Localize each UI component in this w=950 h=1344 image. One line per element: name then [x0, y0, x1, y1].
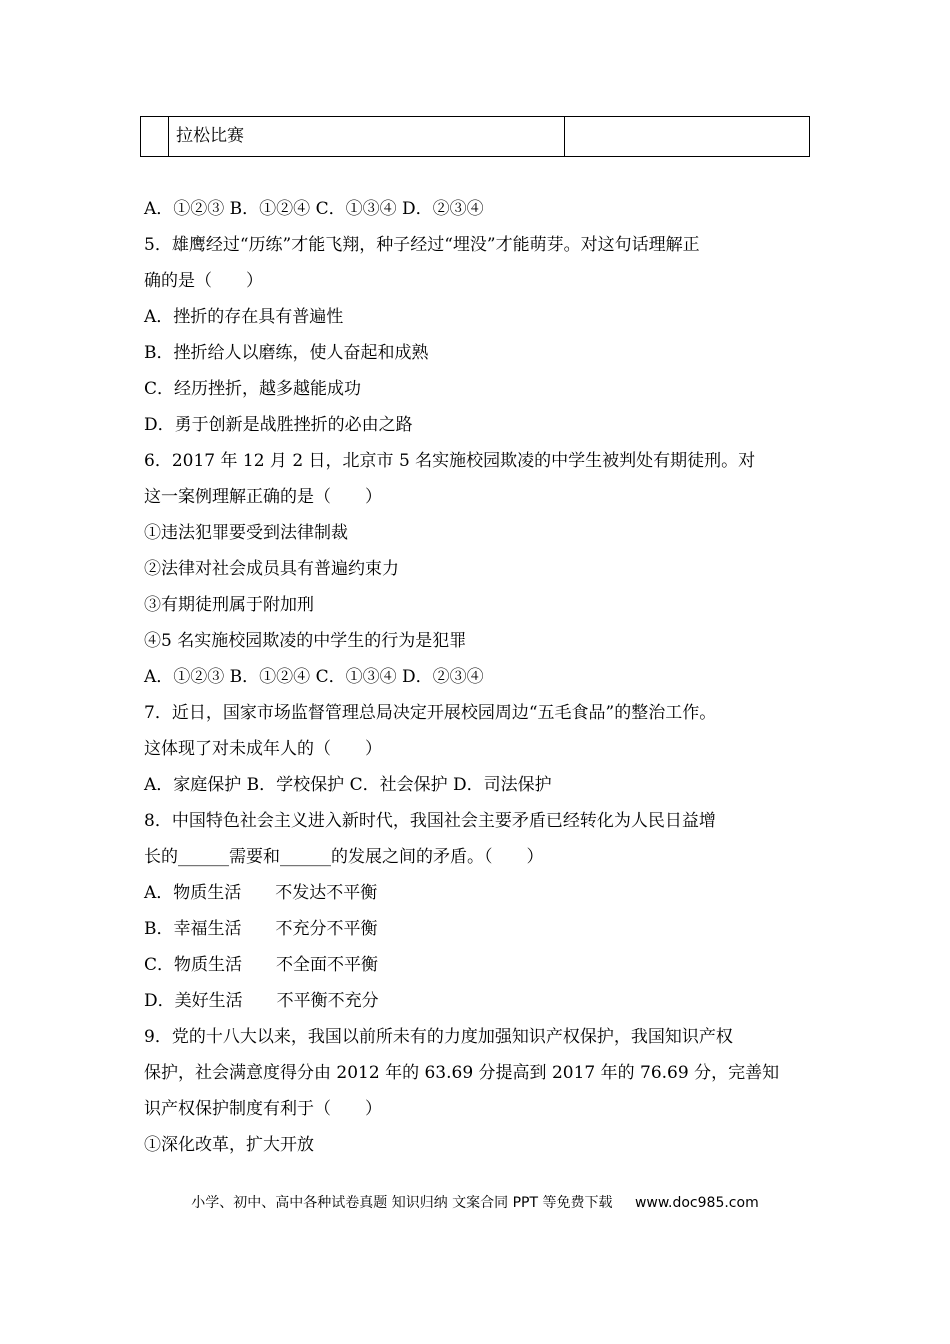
answer-option: D．勇于创新是战胜挫折的必由之路: [144, 415, 413, 435]
question-stem: 识产权保护制度有利于（ ）: [144, 1099, 382, 1119]
question-stem: 这体现了对未成年人的（ ）: [144, 739, 382, 759]
page-footer: [0, 1192, 950, 1212]
answer-option: A．挫折的存在具有普遍性: [144, 307, 344, 327]
table-cell-empty: [565, 117, 809, 156]
question-stem: 8．中国特色社会主义进入新时代，我国社会主要矛盾已经转化为人民日益增: [144, 811, 716, 831]
footer-site-link[interactable]: www.doc985.com: [634, 1195, 759, 1211]
text-line: A．①②③ B．①②④ C．①③④ D．②③④: [144, 199, 484, 219]
statement-item: ②法律对社会成员具有普遍约束力: [144, 559, 399, 579]
question-content: [144, 191, 824, 1163]
statement-item: ③有期徒刑属于附加刑: [144, 595, 314, 615]
table-cell-empty: [141, 117, 169, 156]
question-stem: 9．党的十八大以来，我国以前所未有的力度加强知识产权保护，我国知识产权: [144, 1027, 733, 1047]
table-cell-text: 拉松比赛: [169, 117, 565, 156]
answer-option: C．经历挫折，越多越能成功: [144, 379, 362, 399]
answer-option: D．美好生活 不平衡不充分: [144, 991, 379, 1011]
answer-option: A．物质生活 不发达不平衡: [144, 883, 378, 903]
question-stem: 5．雄鹰经过“历练”才能飞翔，种子经过“埋没”才能萌芽。对这句话理解正: [144, 235, 700, 255]
answer-option: B．挫折给人以磨练，使人奋起和成熟: [144, 343, 429, 363]
answer-option: A．①②③ B．①②④ C．①③④ D．②③④: [144, 667, 484, 687]
statement-item: ①违法犯罪要受到法律制裁: [144, 523, 348, 543]
answer-option: C．物质生活 不全面不平衡: [144, 955, 379, 975]
question-stem: 7．近日，国家市场监督管理总局决定开展校园周边“五毛食品”的整治工作。: [144, 703, 717, 723]
answer-option: B．幸福生活 不充分不平衡: [144, 919, 378, 939]
question-stem: 长的______需要和______的发展之间的矛盾。（ ）: [144, 847, 544, 867]
question-stem: 6．2017 年 12 月 2 日，北京市 5 名实施校园欺凌的中学生被判处有期徒刑。对: [144, 451, 756, 471]
statement-item: ①深化改革，扩大开放: [144, 1135, 314, 1155]
footer-text: 小学、初中、高中各种试卷真题 知识归纳 文案合同 PPT 等免费下载: [191, 1195, 613, 1211]
question-stem: 保护，社会满意度得分由 2012 年的 63.69 分提高到 2017 年的 76.69 分，完善知: [144, 1063, 780, 1083]
statement-item: ④5 名实施校园欺凌的中学生的行为是犯罪: [144, 631, 467, 651]
answer-option: A．家庭保护 B．学校保护 C．社会保护 D．司法保护: [144, 775, 552, 795]
table-row: [140, 116, 810, 157]
question-stem: 确的是（ ）: [144, 271, 263, 291]
question-stem: 这一案例理解正确的是（ ）: [144, 487, 382, 507]
